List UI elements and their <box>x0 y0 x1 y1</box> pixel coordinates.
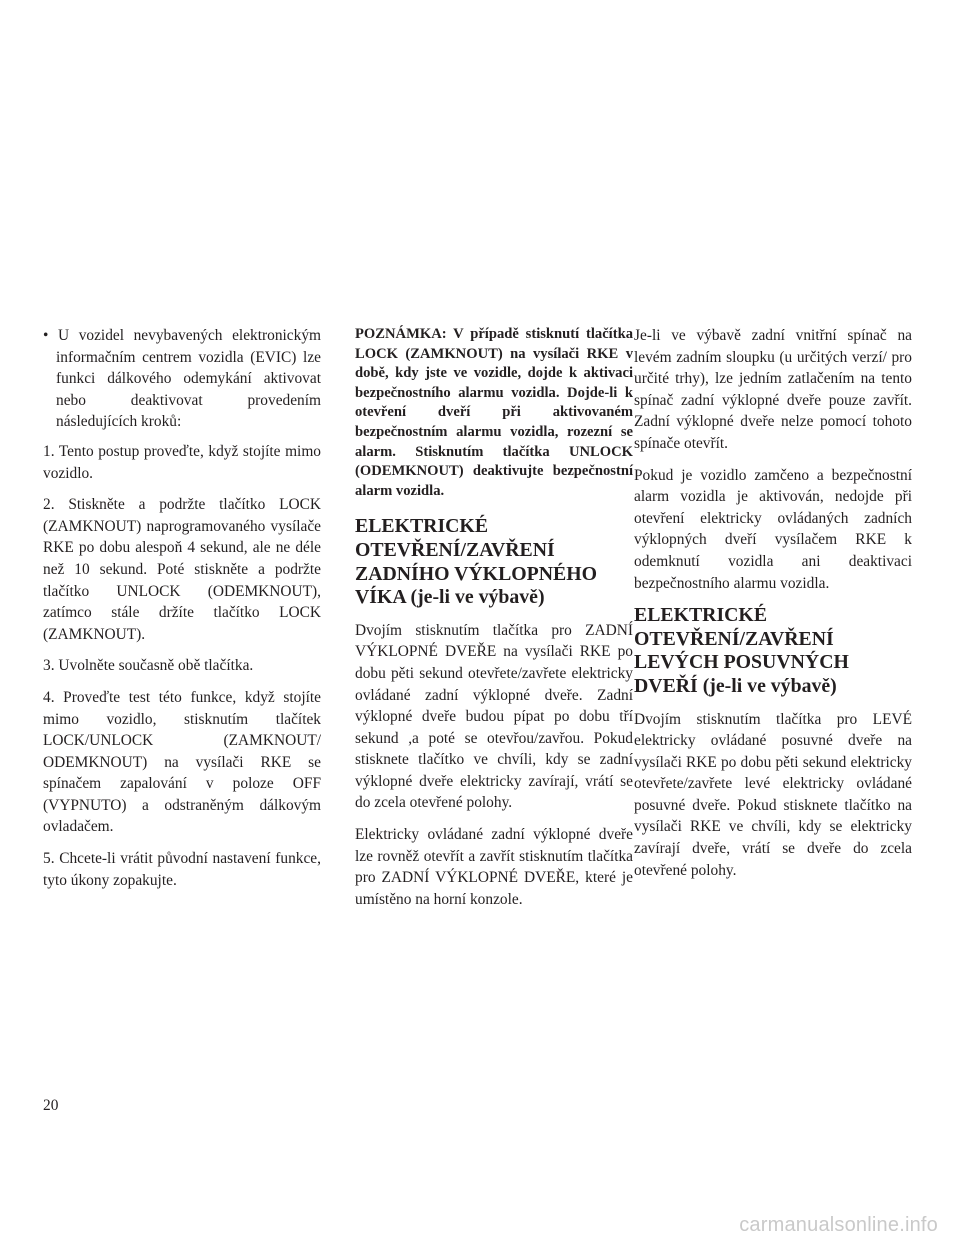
step-4: 4. Proveďte test této funkce, když stojíte mimo vozidlo, stisknutím tlačítek LOCK/UNLOCK (ZAMKNOUT/ ODEMKNOUT) na vysílači RKE se spínačem zapalování v poloze OFF (VYPNUTO) a odstraněným dálkovým ovladačem. <box>43 688 321 836</box>
liftgate-paragraph-2: Elektricky ovládané zadní výklopné dveře lze rovněž otevřít a zavřít stisknutím tlačítka pro ZADNÍ VÝKLOPNÉ DVEŘE, které je umístěno na horní konzole. <box>355 826 633 908</box>
footer-watermark: carmanualsonline.info <box>739 1214 938 1236</box>
sliding-doors-paragraph: Dvojím stisknutím tlačítka pro LEVÉ elektricky ovládané posuvné dveře na vysílači RKE po dobu pěti sekund elektricky otevřete/zavřete levé elektricky ovládané posuvné dveře. Pokud stisknete tlačítko na vysílači RKE ve chvíli, kdy se elektricky zavírají dveře, vrátí se dveře do zcela otevřené polohy. <box>634 710 912 879</box>
middle-column <box>355 325 633 920</box>
step-1: 1. Tento postup proveďte, když stojíte mimo vozidlo. <box>43 442 321 482</box>
right-column <box>634 325 912 891</box>
note-paragraph: POZNÁMKA: V případě stisknutí tlačítka LOCK (ZAMKNOUT) na vysílači RKE v době, kdy jste ve vozidle, dojde k aktivaci bezpečnostního alarmu vozidla. Dojde-li k otevření dveří při aktivovaném bezpečnostním alarmu vozidla, rozezní se alarm. Stisknutím tlačítka UNLOCK (ODEMKNOUT) deaktivujte bezpečnostní alarm vozidla. <box>355 326 633 499</box>
alarm-paragraph: Pokud je vozidlo zamčeno a bezpečnostní alarm vozidla je aktivován, nedojde při otevření elektricky ovládaných zadních výklopných dveří vysílačem RKE k odemknutí vozidla ani deaktivaci bezpečnostního alarmu vozidla. <box>634 466 912 592</box>
page-number: 20 <box>43 1097 59 1114</box>
liftgate-paragraph-1: Dvojím stisknutím tlačítka pro ZADNÍ VÝKLOPNÉ DVEŘE na vysílači RKE po dobu pěti sekund otevřete/zavřete elektricky ovládané zadní výklopné dveře. Zadní výklopné dveře budou pípat po dobu tří sekund ,a poté se otevřou/zavřou. Pokud stisknete tlačítko ve chvíli, kdy se zadní výklopné dveře elektricky zavírají, vrátí se do zcela otevřené polohy. <box>355 621 633 812</box>
switch-paragraph: Je-li ve výbavě zadní vnitřní spínač na levém zadním sloupku (u určitých verzí/ pro určité trhy), lze jedním zatlačením na tento spínač zadní výklopné dveře pouze zavřít. Zadní výklopné dveře nelze pomocí tohoto spínače otevřít. <box>634 327 912 452</box>
step-2: 2. Stiskněte a podržte tlačítko LOCK (ZAMKNOUT) naprogramovaného vysílače RKE po dobu alespoň 4 sekund, ale ne déle než 10 sekund. Poté stiskněte a podržte tlačítko UNLOCK (ODEMKNOUT), zatímco stále držíte tlačítko LOCK (ZAMKNOUT). <box>43 496 321 643</box>
section-heading-liftgate: ELEKTRICKÉ OTEVŘENÍ/ZAVŘENÍ ZADNÍHO VÝKLOPNÉHO VÍKA (je-li ve výbavě) <box>355 515 597 609</box>
step-3: 3. Uvolněte současně obě tlačítka. <box>43 657 254 675</box>
evic-bullet: • U vozidel nevybavených elektronickým informačním centrem vozidla (EVIC) lze funkci dálkového odemykání aktivovat nebo deaktivovat provedením následujících kroků: <box>43 327 321 431</box>
step-5: 5. Chcete-li vrátit původní nastavení funkce, tyto úkony zopakujte. <box>43 850 321 889</box>
section-heading-sliding-doors: ELEKTRICKÉ OTEVŘENÍ/ZAVŘENÍ LEVÝCH POSUVNÝCH DVEŘÍ (je-li ve výbavě) <box>634 604 849 697</box>
left-column <box>43 325 321 901</box>
